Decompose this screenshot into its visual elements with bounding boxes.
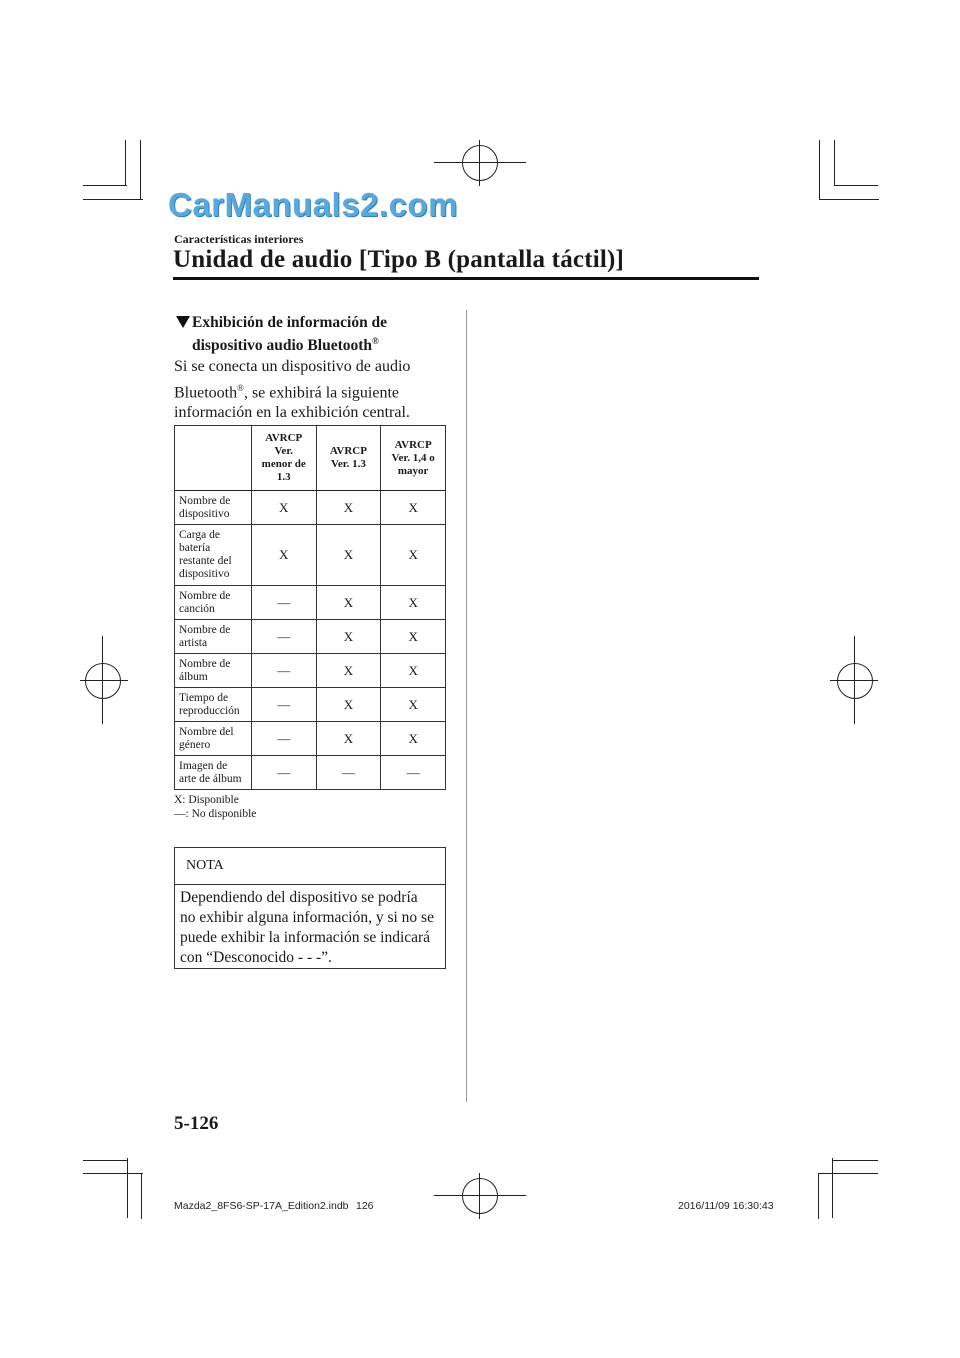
table-header-cell: AVRCP Ver. menor de 1.3: [251, 426, 316, 491]
table-cell: X: [316, 491, 381, 525]
table-cell: X: [316, 722, 381, 756]
table-cell: X: [381, 586, 446, 620]
intro-paragraph: Si se conecta un dispositivo de audio Bluetooth®, se exhibirá la siguiente información en la exhibición central.: [174, 358, 411, 422]
table-header-empty: [175, 426, 252, 491]
table-cell: X: [316, 620, 381, 654]
watermark-logo: CarManuals2.com: [168, 186, 458, 223]
registered-mark: ®: [372, 336, 379, 346]
page-heading: Unidad de audio [Tipo B (pantalla táctil)]: [173, 246, 625, 273]
table-cell: X: [381, 688, 446, 722]
table-cell: X: [316, 688, 381, 722]
table-cell: —: [316, 756, 381, 790]
triangle-bullet-icon: [176, 316, 190, 328]
table-cell: X: [316, 525, 381, 586]
row-label: Tiempo de reproducción: [175, 688, 252, 722]
table-header-row: [175, 426, 446, 491]
footer-timestamp: 2016/11/09 16:30:43: [678, 1200, 774, 1212]
table-row: [175, 756, 446, 790]
table-cell: —: [251, 688, 316, 722]
table-cell: X: [316, 654, 381, 688]
note-divider: [175, 884, 445, 885]
table-row: [175, 654, 446, 688]
table-cell: —: [251, 620, 316, 654]
subheading: [176, 313, 387, 355]
row-label: Nombre de artista: [175, 620, 252, 654]
info-table: [174, 425, 446, 790]
section-label: Características interiores: [174, 232, 304, 246]
table-cell: —: [251, 586, 316, 620]
row-label: Carga de batería restante del dispositivo: [175, 525, 252, 586]
subheading-line: Exhibición de información de: [192, 314, 388, 331]
table-row: [175, 620, 446, 654]
table-cell: —: [381, 756, 446, 790]
table-row: [175, 688, 446, 722]
page-number: 5-126: [174, 1113, 219, 1134]
note-title: NOTA: [186, 858, 224, 873]
table-cell: X: [381, 491, 446, 525]
row-label: Nombre de canción: [175, 586, 252, 620]
table-cell: X: [251, 525, 316, 586]
table-row: [175, 491, 446, 525]
table-header-cell: AVRCP Ver. 1.3: [316, 426, 381, 491]
table-cell: X: [316, 586, 381, 620]
legend-unavailable: —: No disponible: [174, 808, 257, 820]
table-row: [175, 586, 446, 620]
heading-rule: [173, 277, 759, 280]
table-row: [175, 525, 446, 586]
column-divider: [466, 310, 467, 1102]
table-legend: [174, 793, 256, 821]
table-cell: —: [251, 722, 316, 756]
subheading-line: dispositivo audio Bluetooth®: [192, 336, 379, 355]
registered-mark: ®: [237, 382, 244, 393]
row-label: Nombre de dispositivo: [175, 491, 252, 525]
footer-page: 126: [356, 1200, 374, 1212]
row-label: Imagen de arte de álbum: [175, 756, 252, 790]
table-cell: X: [251, 491, 316, 525]
note-box: [174, 847, 446, 969]
table-header-cell: AVRCP Ver. 1,4 o mayor: [381, 426, 446, 491]
note-text: Dependiendo del dispositivo se podría no exhibir alguna información, y si no se puede exhibir la información se indicará con “Desconocido - - -”.: [180, 889, 434, 966]
table-cell: X: [381, 722, 446, 756]
row-label: Nombre de álbum: [175, 654, 252, 688]
table-cell: —: [251, 654, 316, 688]
table-cell: —: [251, 756, 316, 790]
legend-available: X: Disponible: [174, 794, 239, 806]
footer-file: Mazda2_8FS6-SP-17A_Edition2.indb: [174, 1200, 349, 1212]
table-cell: X: [381, 620, 446, 654]
table-cell: X: [381, 654, 446, 688]
table-row: [175, 722, 446, 756]
table-cell: X: [381, 525, 446, 586]
row-label: Nombre del género: [175, 722, 252, 756]
